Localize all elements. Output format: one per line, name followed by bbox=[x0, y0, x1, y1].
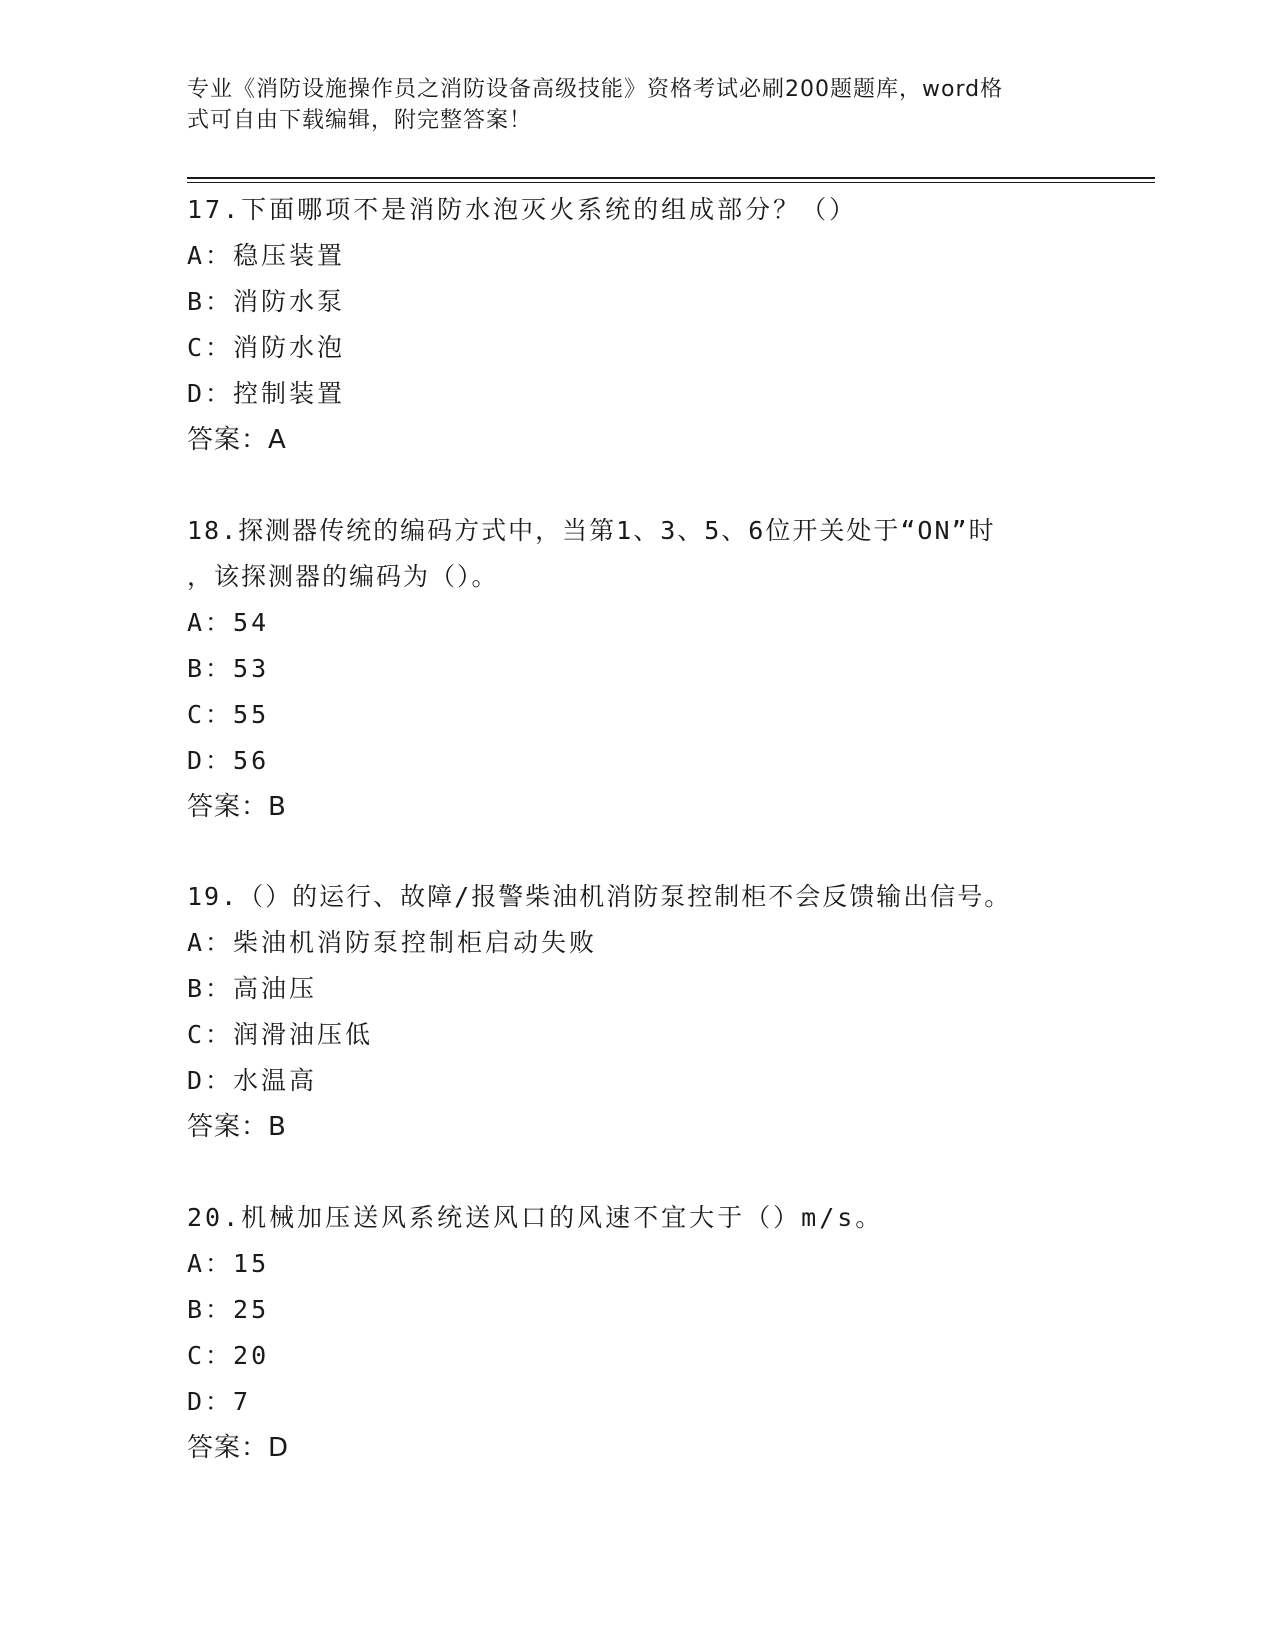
answer-line: 答案：A bbox=[187, 425, 287, 455]
option-c: C：润滑油压低 bbox=[187, 1020, 374, 1049]
question-18 bbox=[187, 508, 1087, 830]
option-c: C：20 bbox=[187, 1341, 270, 1370]
answer-line: 答案：B bbox=[187, 792, 287, 822]
option-b: B：53 bbox=[187, 654, 270, 683]
document-header bbox=[187, 74, 1087, 136]
answer-line: 答案：B bbox=[187, 1112, 287, 1142]
option-b: B：高油压 bbox=[187, 974, 318, 1003]
option-d: D：控制装置 bbox=[187, 379, 346, 408]
option-c: C：消防水泡 bbox=[187, 333, 346, 362]
question-stem: 19.（）的运行、故障/报警柴油机消防泵控制柜不会反馈输出信号。 bbox=[187, 882, 1012, 911]
answer-line: 答案：D bbox=[187, 1433, 290, 1463]
question-19 bbox=[187, 874, 1087, 1150]
option-a: A：柴油机消防泵控制柜启动失败 bbox=[187, 928, 598, 957]
option-d: D：56 bbox=[187, 746, 270, 775]
header-divider-thick bbox=[187, 177, 1155, 179]
question-stem: 17.下面哪项不是消防水泡灭火系统的组成部分？（） bbox=[187, 195, 858, 224]
option-a: A：54 bbox=[187, 608, 270, 637]
question-stem-continued: ，该探测器的编码为（）。 bbox=[187, 562, 499, 591]
header-line-1: 专业《消防设施操作员之消防设备高级技能》资格考试必刷200题题库，word格 bbox=[187, 77, 1004, 102]
question-stem: 18.探测器传统的编码方式中，当第1、3、5、6位开关处于“ON”时 bbox=[187, 516, 996, 545]
option-d: D：水温高 bbox=[187, 1066, 318, 1095]
option-c: C：55 bbox=[187, 700, 270, 729]
question-17 bbox=[187, 187, 1087, 463]
question-stem: 20.机械加压送风系统送风口的风速不宜大于（）m/s。 bbox=[187, 1203, 884, 1232]
option-a: A：稳压装置 bbox=[187, 241, 346, 270]
header-line-2: 式可自由下载编辑，附完整答案！ bbox=[187, 108, 533, 133]
option-b: B：消防水泵 bbox=[187, 287, 346, 316]
option-a: A：15 bbox=[187, 1249, 270, 1278]
header-divider-thin bbox=[187, 182, 1155, 183]
question-20 bbox=[187, 1195, 1087, 1471]
option-b: B：25 bbox=[187, 1295, 270, 1324]
option-d: D：7 bbox=[187, 1387, 252, 1416]
